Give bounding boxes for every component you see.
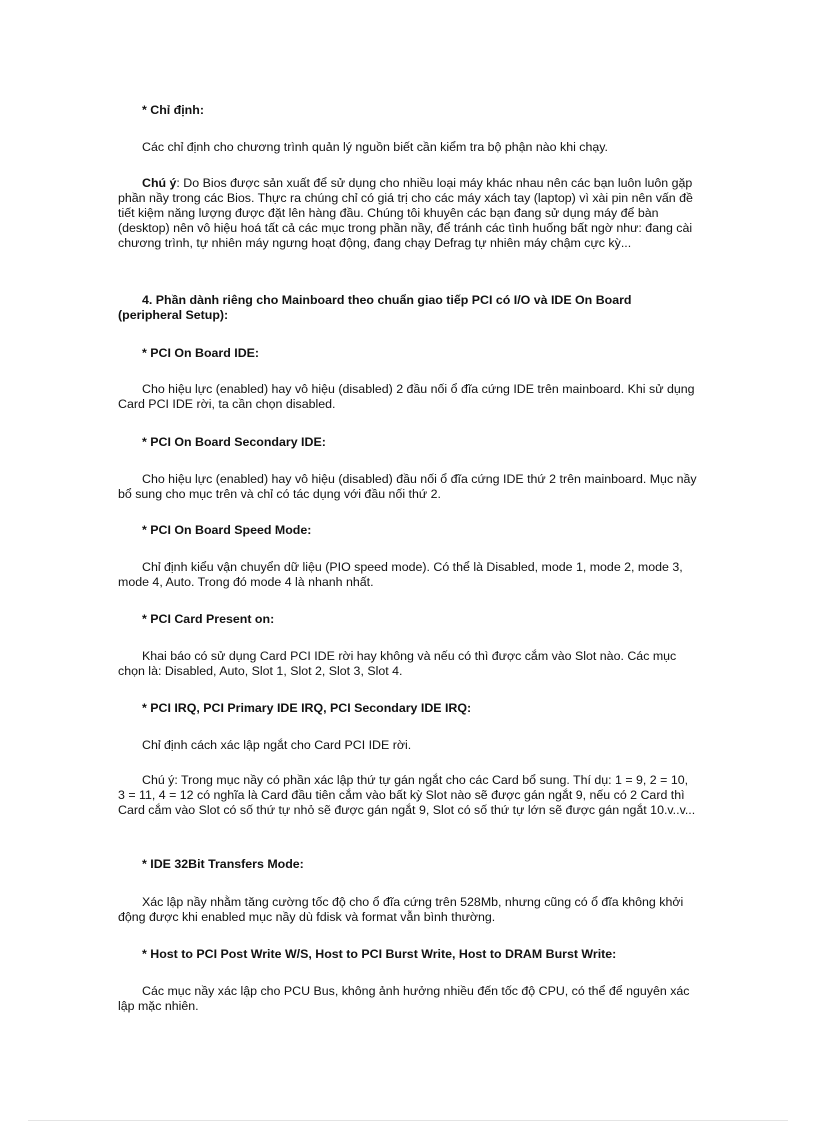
heading-chi-dinh: * Chỉ định:: [142, 103, 204, 117]
page-bottom-divider: [28, 1120, 788, 1121]
para-pci-onboard-ide: Cho hiệu lực (enabled) hay vô hiệu (disabled) 2 đầu nối ổ đĩa cứng IDE trên mainboard. Khi sử dụng Card PCI IDE rời, ta cần chọn disabled.: [118, 382, 695, 411]
heading-pci-onboard-ide: * PCI On Board IDE:: [142, 346, 260, 360]
para-chu-y-bios: [118, 176, 698, 251]
para-speed-mode: Chỉ định kiểu vận chuyển dữ liệu (PIO speed mode). Có thể là Disabled, mode 1, mode 2, mode 3, mode 4, Auto. Trong đó mode 4 là nhanh nhất.: [118, 560, 683, 589]
note-text: : Do Bios được sản xuất để sử dụng cho nhiều loại máy khác nhau nên các bạn luôn luôn gặp phần nầy trong các Bios. Thực ra chúng chỉ có giá trị cho các máy xách tay (laptop) vì xài pin nên vấn đề tiết kiệm năng lượng được đặt lên hàng đầu. Chúng tôi khuyên các bạn đang sử dụng máy để bàn (desktop) nên vô hiệu hoá tất cả các mục trong phần nầy, để tránh các tình huống bất ngờ như: đang cài chương trình, tự nhiên máy ngưng hoạt động, đang chạy Defrag tự nhiên máy chậm cực kỳ...: [118, 176, 693, 250]
para-host-to-pci: Các mục nầy xác lập cho PCU Bus, không ảnh hưởng nhiều đến tốc độ CPU, có thể để nguyên xác lập mặc nhiên.: [118, 984, 690, 1013]
para-chi-dinh: Các chỉ định cho chương trình quản lý nguồn biết cần kiểm tra bộ phận nào khi chạy.: [142, 140, 608, 154]
para-chu-y-irq: Chú ý: Trong mục nầy có phần xác lập thứ tự gán ngắt cho các Card bổ sung. Thí dụ: 1 = 9, 2 = 10, 3 = 11, 4 = 12 có nghĩa là Card đầu tiên cắm vào bất kỳ Slot nào sẽ được gán ngắt 9, nếu có 2 Card thì Card cắm vào Slot có số thứ tự nhỏ sẽ được gán ngắt 9, Slot có số thứ tự lớn sẽ được gán ngắt 10.v..v...: [118, 773, 696, 817]
para-pci-irq: Chỉ định cách xác lập ngắt cho Card PCI IDE rời.: [142, 738, 412, 752]
heading-secondary-ide: * PCI On Board Secondary IDE:: [142, 435, 326, 449]
note-label: Chú ý: [142, 176, 177, 190]
heading-speed-mode: * PCI On Board Speed Mode:: [142, 523, 312, 537]
heading-pci-irq: * PCI IRQ, PCI Primary IDE IRQ, PCI Secondary IDE IRQ:: [142, 701, 472, 715]
para-secondary-ide: Cho hiệu lực (enabled) hay vô hiệu (disabled) đầu nối ổ đĩa cứng IDE thứ 2 trên mainboard. Mục nầy bổ sung cho mục trên và chỉ có tác dụng với đầu nối thứ 2.: [118, 472, 697, 501]
heading-ide-32bit: * IDE 32Bit Transfers Mode:: [142, 857, 304, 871]
heading-card-present: * PCI Card Present on:: [142, 612, 275, 626]
para-ide-32bit: Xác lập nầy nhằm tăng cường tốc độ cho ổ đĩa cứng trên 528Mb, nhưng cũng có ổ đĩa không khởi động được khi enabled mục nầy dù fdisk và format vẫn bình thường.: [118, 895, 684, 924]
para-card-present: Khai báo có sử dụng Card PCI IDE rời hay không và nếu có thì được cắm vào Slot nào. Các mục chọn là: Disabled, Auto, Slot 1, Slot 2, Slot 3, Slot 4.: [118, 649, 677, 678]
section-heading-4: 4. Phần dành riêng cho Mainboard theo chuẩn giao tiếp PCI có I/O và IDE On Board (peripheral Setup):: [118, 293, 632, 322]
heading-host-to-pci: * Host to PCI Post Write W/S, Host to PCI Burst Write, Host to DRAM Burst Write:: [142, 947, 617, 961]
